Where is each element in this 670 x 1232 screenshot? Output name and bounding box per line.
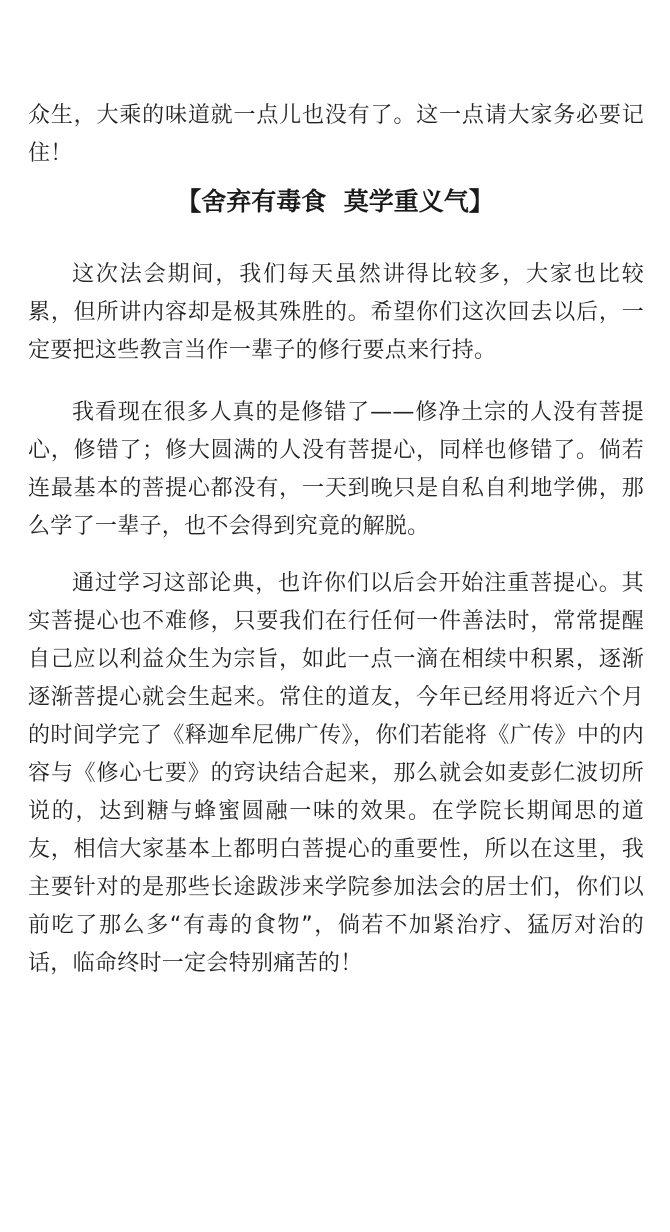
body-paragraph-1: 这次法会期间，我们每天虽然讲得比较多，大家也比较累，但所讲内容却是极其殊胜的。希望你们这次回去以后，一定要把这些教言当作一辈子的修行要点来行持。 [28, 262, 644, 363]
section-heading: 【舍弃有毒食 莫学重义气】 [176, 187, 494, 216]
intro-paragraph: 众生，大乘的味道就一点儿也没有了。这一点请大家务必要记住！ [28, 103, 644, 166]
body-paragraph-3: 通过学习这部论典，也许你们以后会开始注重菩提心。其实菩提心也不难修，只要我们在行任何一件善法时，常常提醒自己应以利益众生为宗旨，如此一点一滴在相续中积累，逐渐逐渐菩提心就会生起来。常住的道友，今年已经用将近六个月的时间学完了《释迦牟尼佛广传》，你们若能将《广传》中的内容与《修心七要》的窍诀结合起来，那么就会如麦彭仁波切所说的，达到糖与蜂蜜圆融一味的效果。在学院长期闻思的道友，相信大家基本上都明白菩提心的重要性，所以在这里，我主要针对的是那些长途跋涉来学院参加法会的居士们，你们以前吃了那么多“有毒的食物”，倘若不加紧治疗、猛厉对治的话，临命终时一定会特别痛苦的！ [28, 571, 644, 976]
body-paragraph-2: 我看现在很多人真的是修错了——修净土宗的人没有菩提心，修错了；修大圆满的人没有菩提心，同样也修错了。倘若连最基本的菩提心都没有，一天到晚只是自私自利地学佛，那么学了一辈子，也不会得到究竟的解脱。 [28, 400, 644, 539]
